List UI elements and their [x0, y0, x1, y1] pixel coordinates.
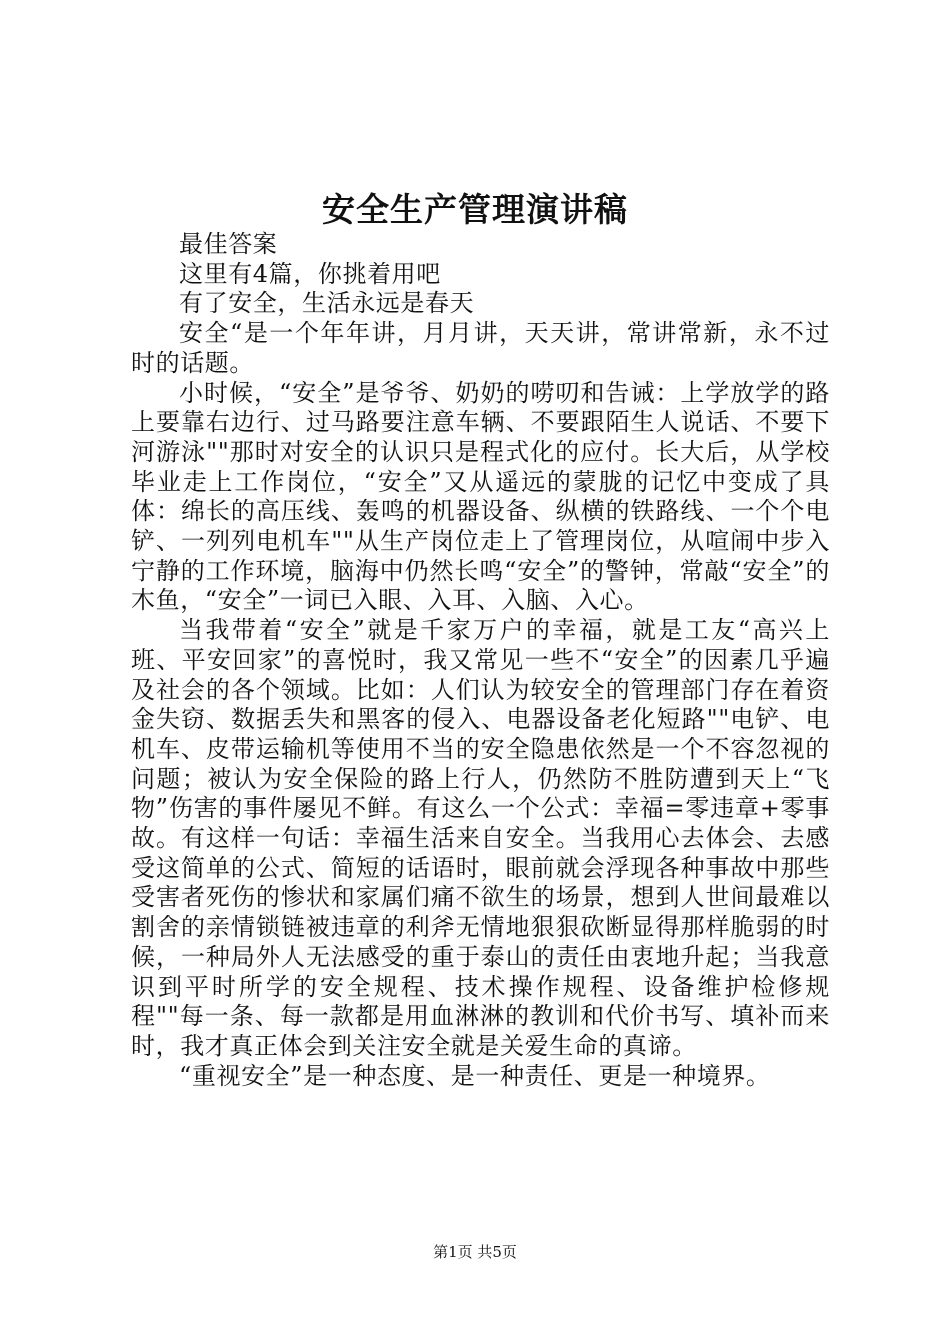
paragraph-heading: 有了安全，生活永远是春天 [179, 289, 475, 318]
document-title: 安全生产管理演讲稿 [322, 190, 628, 229]
paragraph-3: 当我带着“安全”就是千家万户的幸福，就是工友“高兴上班、平安回家”的喜悦时，我又常见一些不“安全”的因素几乎遍及社会的各个领域。比如：人们认为较安全的管理部门存在着资金失窃、数据丢失和黑客的侵入、电器设备老化短路""电铲、电机车、皮带运输机等使用不当的安全隐患依然是一个不容忽视的问题；被认为安全保险的路上行人，仍然防不胜防遭到天上“飞物”伤害的事件屡见不鲜。有这么一个公式：幸福=零违章+零事故。有这样一句话：幸福生活来自安全。当我用心去体会、去感受这简单的公式、简短的话语时，眼前就会浮现各种事故中那些受害者死伤的惨状和家属们痛不欲生的场景，想到人世间最难以割舍的亲情锁链被违章的利斧无情地狠狠砍断显得那样脆弱的时候，一种局外人无法感受的重于泰山的责任由衷地升起；当我意识到平时所学的安全规程、技术操作规程、设备维护检修规程""每一条、每一款都是用血淋淋的教训和代价书写、填补而来时，我才真正体会到关注安全就是关爱生命的真谛。 [131, 616, 830, 1060]
paragraph-best-answer: 最佳答案 [179, 230, 278, 258]
document-body [131, 230, 830, 1091]
page-number-footer: 第1页 共5页 [433, 1243, 517, 1261]
paragraph-intro: 这里有4篇，你挑着用吧 [179, 259, 441, 288]
paragraph-2: 小时候，“安全”是爷爷、奶奶的唠叨和告诫：上学放学的路上要靠右边行、过马路要注意车辆、不要跟陌生人说话、不要下河游泳""那时对安全的认识只是程式化的应付。长大后，从学校毕业走上工作岗位，“安全”又从遥远的蒙胧的记忆中变成了具体：绵长的高压线、轰鸣的机器设备、纵横的铁路线、一个个电铲、一列列电机车""从生产岗位走上了管理岗位，从喧闹中步入宁静的工作环境，脑海中仍然长鸣“安全”的警钟，常敲“安全”的木鱼，“安全”一词已入眼、入耳、入脑、入心。 [131, 378, 830, 615]
paragraph-4: “重视安全”是一种态度、是一种责任、更是一种境界。 [179, 1061, 771, 1090]
paragraph-1: 安全“是一个年年讲，月月讲，天天讲，常讲常新，永不过时的话题。 [131, 319, 830, 377]
